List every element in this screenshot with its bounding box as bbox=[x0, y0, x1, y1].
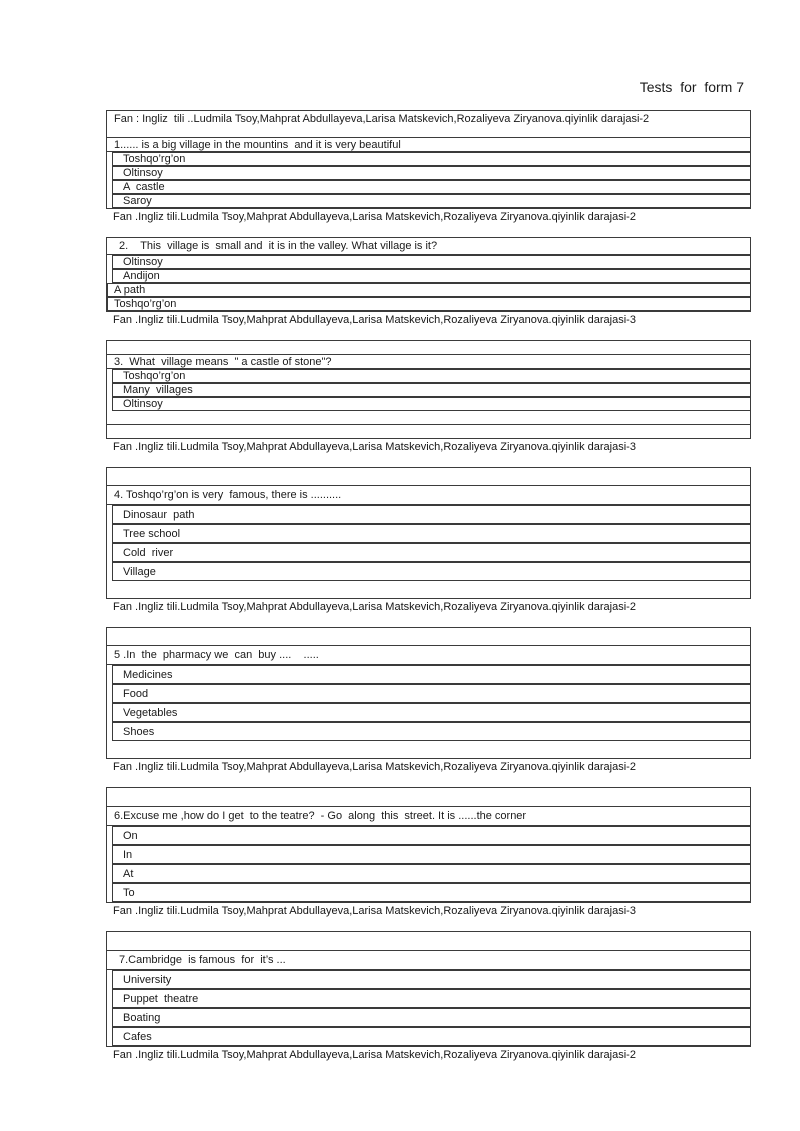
answer-option: Oltinsoy bbox=[112, 397, 750, 411]
answer-option: Shoes bbox=[112, 722, 750, 741]
answer-option: Boating bbox=[112, 1008, 750, 1027]
answer-option: University bbox=[112, 970, 750, 989]
question-block-5 bbox=[0, 627, 800, 775]
question-block-1 bbox=[0, 110, 800, 225]
answer-option: Toshqo’rg’on bbox=[112, 152, 750, 166]
table-caption: Fan .Ingliz tili.Ludmila Tsoy,Mahprat Abdullayeva,Larisa Matskevich,Rozaliyeva Ziryanova.qiyinlik darajasi-3 bbox=[113, 314, 636, 326]
empty-row bbox=[107, 468, 750, 486]
question-block-3 bbox=[0, 340, 800, 455]
table-caption: Fan .Ingliz tili.Ludmila Tsoy,Mahprat Abdullayeva,Larisa Matskevich,Rozaliyeva Ziryanova.qiyinlik darajasi-2 bbox=[113, 1049, 636, 1061]
table-caption: Fan .Ingliz tili.Ludmila Tsoy,Mahprat Abdullayeva,Larisa Matskevich,Rozaliyeva Ziryanova.qiyinlik darajasi-2 bbox=[113, 601, 636, 613]
answer-option: Oltinsoy bbox=[112, 255, 750, 269]
question-row: 1...... is a big village in the mountins and it is very beautiful bbox=[107, 138, 750, 152]
table-caption: Fan .Ingliz tili.Ludmila Tsoy,Mahprat Abdullayeva,Larisa Matskevich,Rozaliyeva Ziryanova.qiyinlik darajasi-2 bbox=[113, 761, 636, 773]
answer-option: Many villages bbox=[112, 383, 750, 397]
question-row: 5 .In the pharmacy we can buy .... ..... bbox=[107, 646, 750, 665]
question-table-6 bbox=[106, 787, 751, 903]
empty-row bbox=[107, 581, 750, 598]
question-block-6 bbox=[0, 787, 800, 919]
question-block-2 bbox=[0, 237, 800, 328]
answer-option: Toshqo’rg’on bbox=[107, 297, 750, 311]
answer-option: Tree school bbox=[112, 524, 750, 543]
question-row: 7.Cambridge is famous for it’s ... bbox=[107, 951, 750, 970]
answer-option: Oltinsoy bbox=[112, 166, 750, 180]
answer-option: At bbox=[112, 864, 750, 883]
answer-option: To bbox=[112, 883, 750, 902]
question-row: 4. Toshqo’rg’on is very famous, there is .......... bbox=[107, 486, 750, 505]
table-caption: Fan .Ingliz tili.Ludmila Tsoy,Mahprat Abdullayeva,Larisa Matskevich,Rozaliyeva Ziryanova.qiyinlik darajasi-2 bbox=[113, 211, 636, 223]
answer-option: Medicines bbox=[112, 665, 750, 684]
answer-option: Dinosaur path bbox=[112, 505, 750, 524]
answer-option: Vegetables bbox=[112, 703, 750, 722]
table-caption: Fan .Ingliz tili.Ludmila Tsoy,Mahprat Abdullayeva,Larisa Matskevich,Rozaliyeva Ziryanova.qiyinlik darajasi-3 bbox=[113, 441, 636, 453]
question-block-4 bbox=[0, 467, 800, 615]
answer-option: Puppet theatre bbox=[112, 989, 750, 1008]
empty-row bbox=[107, 341, 750, 355]
answer-option: A path bbox=[107, 283, 750, 297]
answer-option: Village bbox=[112, 562, 750, 581]
answer-option: Andijon bbox=[112, 269, 750, 283]
empty-row bbox=[107, 411, 750, 425]
answer-option: A castle bbox=[112, 180, 750, 194]
empty-row bbox=[107, 788, 750, 807]
answer-option: In bbox=[112, 845, 750, 864]
empty-row bbox=[107, 425, 750, 438]
table-header-row: Fan : Ingliz tili ..Ludmila Tsoy,Mahprat Abdullayeva,Larisa Matskevich,Rozaliyeva Ziryanova.qiyinlik darajasi-2 bbox=[107, 111, 750, 138]
question-table-5 bbox=[106, 627, 751, 759]
question-row: 2. This village is small and it is in the valley. What village is it? bbox=[107, 238, 750, 255]
answer-option: On bbox=[112, 826, 750, 845]
question-table-4 bbox=[106, 467, 751, 599]
answer-option: Cafes bbox=[112, 1027, 750, 1046]
question-table-2 bbox=[106, 237, 751, 312]
question-table-7 bbox=[106, 931, 751, 1047]
answer-option: Toshqo’rg’on bbox=[112, 369, 750, 383]
document-body bbox=[0, 110, 800, 1075]
table-caption: Fan .Ingliz tili.Ludmila Tsoy,Mahprat Abdullayeva,Larisa Matskevich,Rozaliyeva Ziryanova.qiyinlik darajasi-3 bbox=[113, 905, 636, 917]
question-table-1 bbox=[106, 110, 751, 209]
question-row: 3. What village means " a castle of stone"? bbox=[107, 355, 750, 369]
answer-option: Saroy bbox=[112, 194, 750, 208]
page-title: Tests for form 7 bbox=[639, 79, 744, 95]
question-row: 6.Excuse me ,how do I get to the teatre? - Go along this street. It is ......the corner bbox=[107, 807, 750, 826]
empty-row bbox=[107, 932, 750, 951]
empty-row bbox=[107, 741, 750, 758]
answer-option: Cold river bbox=[112, 543, 750, 562]
answer-option: Food bbox=[112, 684, 750, 703]
question-table-3 bbox=[106, 340, 751, 439]
question-block-7 bbox=[0, 931, 800, 1063]
empty-row bbox=[107, 628, 750, 646]
